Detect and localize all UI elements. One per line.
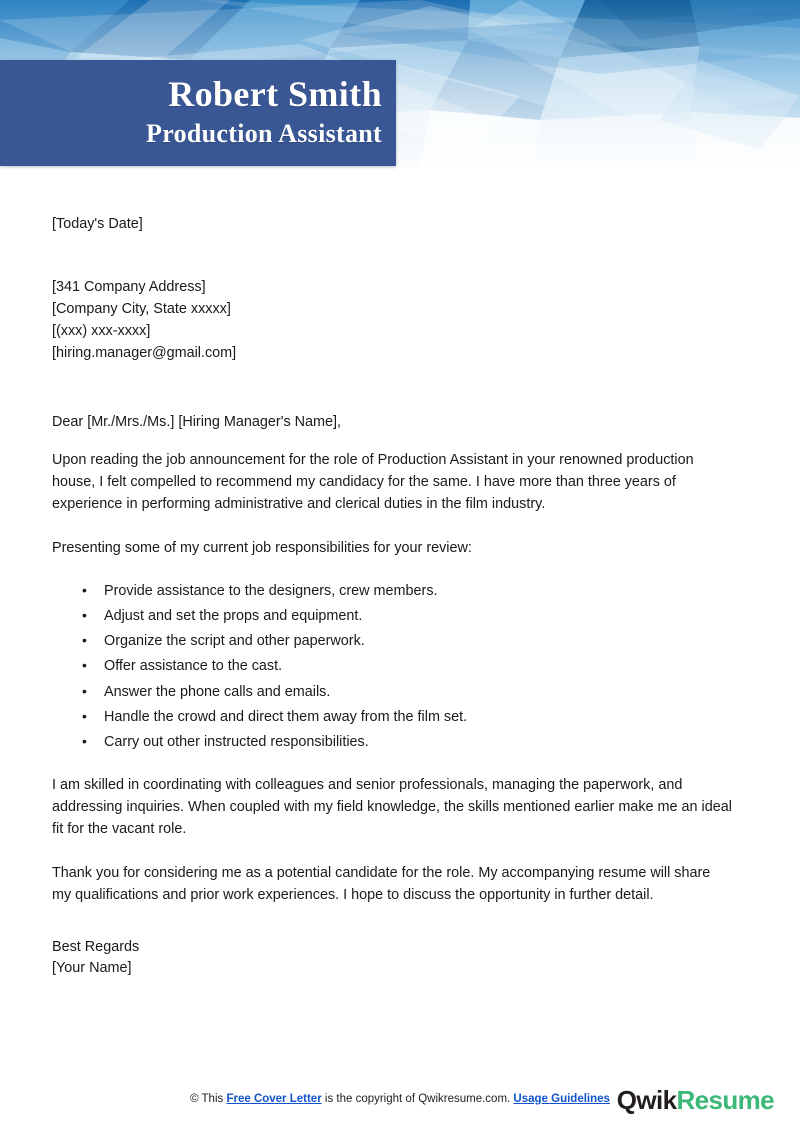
letter-body bbox=[52, 214, 732, 980]
list-item-text: Provide assistance to the designers, crew members. bbox=[104, 582, 438, 599]
copyright-middle: is the copyright of Qwikresume.com. bbox=[321, 1093, 514, 1105]
bullet-icon: • bbox=[82, 682, 87, 699]
list-item-text: Organize the script and other paperwork. bbox=[104, 633, 365, 650]
bullet-icon: • bbox=[82, 607, 87, 624]
list-item bbox=[82, 731, 732, 753]
closing-paragraph: Thank you for considering me as a potential candidate for the role. My accompanying resume will share my qualifications and prior work experiences. I hope to discuss the opportunity in further detail. bbox=[52, 864, 711, 903]
list-item-text: Handle the crowd and direct them away from the film set. bbox=[104, 708, 468, 725]
bullet-icon: • bbox=[82, 581, 87, 598]
signature-block bbox=[52, 937, 732, 981]
bullet-icon: • bbox=[82, 732, 87, 749]
responsibilities-list bbox=[52, 580, 732, 753]
list-item-text: Adjust and set the props and equipment. bbox=[104, 608, 363, 625]
list-item bbox=[82, 655, 732, 677]
candidate-job-title: Production Assistant bbox=[146, 118, 382, 148]
free-cover-letter-link[interactable]: Free Cover Letter bbox=[226, 1093, 322, 1105]
recipient-city-line: [Company City, State xxxxx] bbox=[52, 300, 231, 317]
skills-paragraph: I am skilled in coordinating with colleagues and senior professionals, managing the paperwork, and addressing inquiries. When coupled with my field knowledge, the skills mentioned earlier make me an ideal fit for the vacant role. bbox=[52, 777, 732, 837]
recipient-address-line: [341 Company Address] bbox=[52, 278, 206, 295]
logo-text-qwik: Qwik bbox=[616, 1085, 677, 1115]
list-item bbox=[82, 681, 732, 703]
header-banner bbox=[0, 0, 800, 186]
signature-name-placeholder: [Your Name] bbox=[52, 960, 132, 977]
recipient-email-line: [hiring.manager@gmail.com] bbox=[52, 344, 237, 361]
list-item bbox=[82, 706, 732, 728]
salutation: Dear [Mr./Mrs./Ms.] [Hiring Manager's Name], bbox=[52, 414, 342, 431]
bullet-icon: • bbox=[82, 657, 87, 674]
recipient-address-block bbox=[52, 277, 732, 365]
page-footer bbox=[0, 1057, 800, 1131]
recipient-phone-line: [(xxx) xxx-xxxx] bbox=[52, 322, 151, 339]
usage-guidelines-link[interactable]: Usage Guidelines bbox=[513, 1093, 610, 1105]
list-item bbox=[82, 580, 732, 602]
nameplate bbox=[0, 60, 396, 166]
copyright-prefix: © This bbox=[190, 1093, 227, 1105]
list-item-text: Offer assistance to the cast. bbox=[104, 658, 283, 675]
candidate-name: Robert Smith bbox=[168, 73, 382, 114]
list-item-text: Answer the phone calls and emails. bbox=[104, 683, 331, 700]
logo-text-resume: Resume bbox=[676, 1085, 774, 1115]
list-item bbox=[82, 630, 732, 652]
responsibilities-intro: Presenting some of my current job responsibilities for your review: bbox=[52, 539, 472, 556]
bullet-icon: • bbox=[82, 632, 87, 649]
list-item bbox=[82, 605, 732, 627]
list-item-text: Carry out other instructed responsibilities. bbox=[104, 733, 369, 750]
bullet-icon: • bbox=[82, 707, 87, 724]
opening-paragraph: Upon reading the job announcement for the role of Production Assistant in your renowned production house, I felt compelled to recommend my candidacy for the same. I have more than three years of experience in performing administrative and clerical duties in the film industry. bbox=[52, 452, 694, 513]
qwikresume-logo[interactable] bbox=[617, 1085, 774, 1116]
sign-off-text: Best Regards bbox=[52, 938, 140, 955]
date-placeholder: [Today's Date] bbox=[52, 216, 143, 232]
